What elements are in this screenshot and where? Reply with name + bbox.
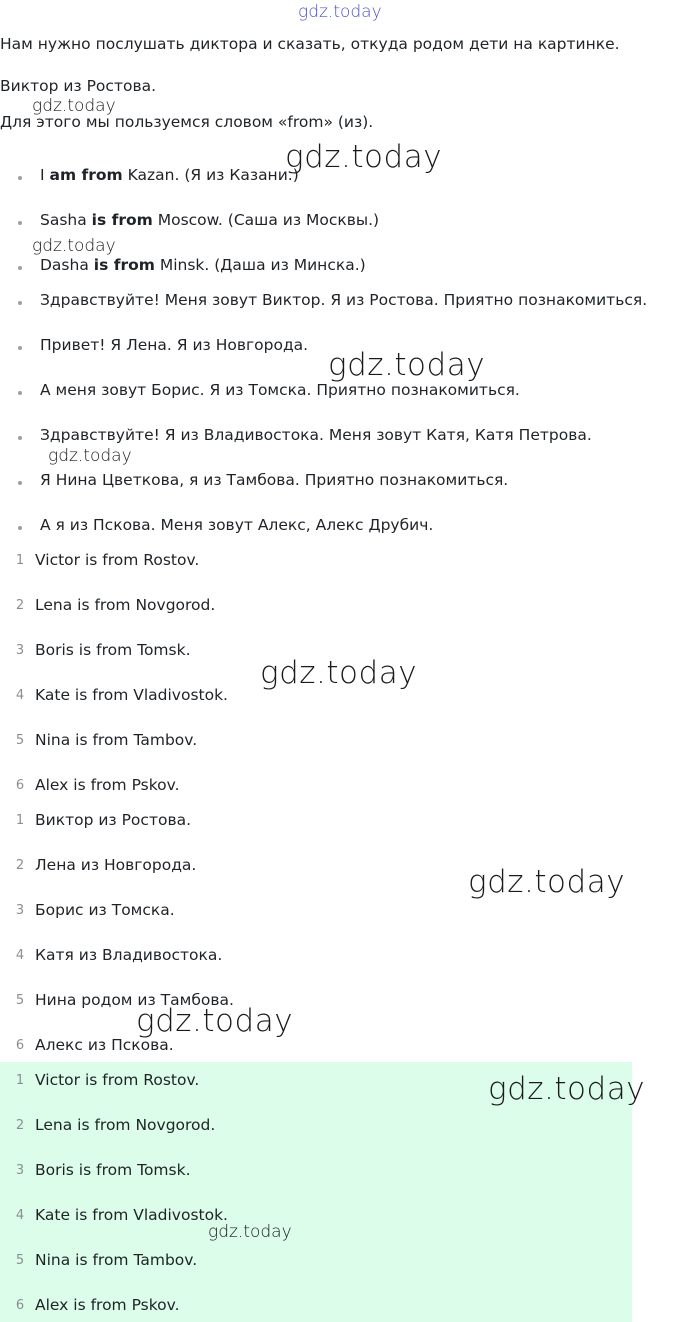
list-item-text: Victor is from Rostov.	[35, 1071, 200, 1089]
watermark: gdz.today	[32, 236, 116, 256]
list-item-text: Виктор из Ростова.	[35, 811, 192, 829]
watermark: gdz.today	[468, 864, 626, 900]
list-item-text: Alex is from Pskov.	[35, 1296, 180, 1314]
list-item-text: Борис из Томска.	[35, 901, 175, 919]
watermark: gdz.today	[48, 446, 132, 466]
bullet-item	[40, 381, 520, 399]
list-number: 6	[15, 1298, 25, 1313]
bullet-item	[40, 516, 433, 534]
bullet-dot	[18, 301, 22, 305]
watermark: gdz.today	[208, 1222, 292, 1242]
bullet-text: Я Нина Цветкова, я из Тамбова. Приятно познакомиться.	[40, 471, 509, 489]
bullet-text: Sasha	[40, 211, 92, 229]
intro-text: Нам нужно послушать диктора и сказать, откуда родом дети на картинке.	[0, 35, 620, 53]
list-number: 6	[15, 778, 25, 793]
list-item-text: Лена из Новгорода.	[35, 856, 197, 874]
list-item-text: Нина родом из Тамбова.	[35, 991, 234, 1009]
bullet-bold-text: is from	[93, 256, 155, 274]
bullet-item	[40, 211, 379, 229]
list-number: 2	[15, 858, 25, 873]
bullet-text: Kazan. (Я из Казани.)	[122, 166, 299, 184]
list-number: 4	[15, 688, 25, 703]
bullet-item	[40, 471, 508, 489]
bullet-text: Moscow. (Саша из Москвы.)	[152, 211, 380, 229]
bullet-text: Minsk. (Даша из Минска.)	[154, 256, 366, 274]
watermark: gdz.today	[32, 96, 116, 116]
list-item-text: Nina is from Tambov.	[35, 1251, 198, 1269]
list-number: 3	[15, 903, 25, 918]
watermark-top: gdz.today	[298, 2, 382, 22]
list-item-text: Алекс из Пскова.	[35, 1036, 174, 1054]
watermark: gdz.today	[136, 1003, 294, 1039]
bullet-dot	[18, 481, 22, 485]
example-text: Виктор из Ростова.	[0, 77, 157, 95]
list-item-text: Alex is from Pskov.	[35, 776, 180, 794]
list-number: 4	[15, 948, 25, 963]
list-number: 3	[15, 643, 25, 658]
list-number: 6	[15, 1038, 25, 1053]
list-item-text: Kate is from Vladivostok.	[35, 1206, 228, 1224]
list-item-text: Boris is from Tomsk.	[35, 641, 191, 659]
list-number: 1	[15, 813, 25, 828]
bullet-text: А я из Пскова. Меня зовут Алекс, Алекс Друбич.	[40, 516, 434, 534]
bullet-dot	[18, 266, 22, 270]
bullet-item	[40, 426, 592, 444]
list-item-text: Катя из Владивостока.	[35, 946, 223, 964]
explanation-text: Для этого мы пользуемся словом «from» (из).	[0, 113, 374, 131]
watermark: gdz.today	[260, 655, 418, 691]
bullet-item	[40, 336, 308, 354]
bullet-dot	[18, 176, 22, 180]
bullet-item	[40, 291, 647, 309]
list-number: 2	[15, 598, 25, 613]
list-item-text: Kate is from Vladivostok.	[35, 686, 228, 704]
bullet-text: Dasha	[40, 256, 94, 274]
watermark: gdz.today	[328, 347, 486, 383]
list-number: 3	[15, 1163, 25, 1178]
list-item-text: Boris is from Tomsk.	[35, 1161, 191, 1179]
bullet-bold-text: is from	[91, 211, 153, 229]
list-number: 1	[15, 553, 25, 568]
watermark: gdz.today	[488, 1071, 646, 1107]
bullet-text: Здравствуйте! Я из Владивостока. Меня зовут Катя, Катя Петрова.	[40, 426, 592, 444]
list-number: 5	[15, 993, 25, 1008]
bullet-dot	[18, 526, 22, 530]
bullet-text: Здравствуйте! Меня зовут Виктор. Я из Ростова. Приятно познакомиться.	[40, 291, 648, 309]
bullet-bold-text: am from	[49, 166, 123, 184]
list-number: 2	[15, 1118, 25, 1133]
list-item-text: Lena is from Novgorod.	[35, 1116, 216, 1134]
watermark: gdz.today	[285, 139, 443, 175]
bullet-dot	[18, 436, 22, 440]
bullet-dot	[18, 221, 22, 225]
bullet-text: А меня зовут Борис. Я из Томска. Приятно познакомиться.	[40, 381, 520, 399]
bullet-item	[40, 256, 366, 274]
list-number: 4	[15, 1208, 25, 1223]
list-item-text: Victor is from Rostov.	[35, 551, 200, 569]
bullet-item	[40, 166, 299, 184]
bullet-text: Привет! Я Лена. Я из Новгорода.	[40, 336, 309, 354]
list-number: 5	[15, 733, 25, 748]
bullet-text: I	[40, 166, 50, 184]
list-item-text: Lena is from Novgorod.	[35, 596, 216, 614]
list-number: 5	[15, 1253, 25, 1268]
bullet-dot	[18, 346, 22, 350]
bullet-dot	[18, 391, 22, 395]
list-item-text: Nina is from Tambov.	[35, 731, 198, 749]
list-number: 1	[15, 1073, 25, 1088]
